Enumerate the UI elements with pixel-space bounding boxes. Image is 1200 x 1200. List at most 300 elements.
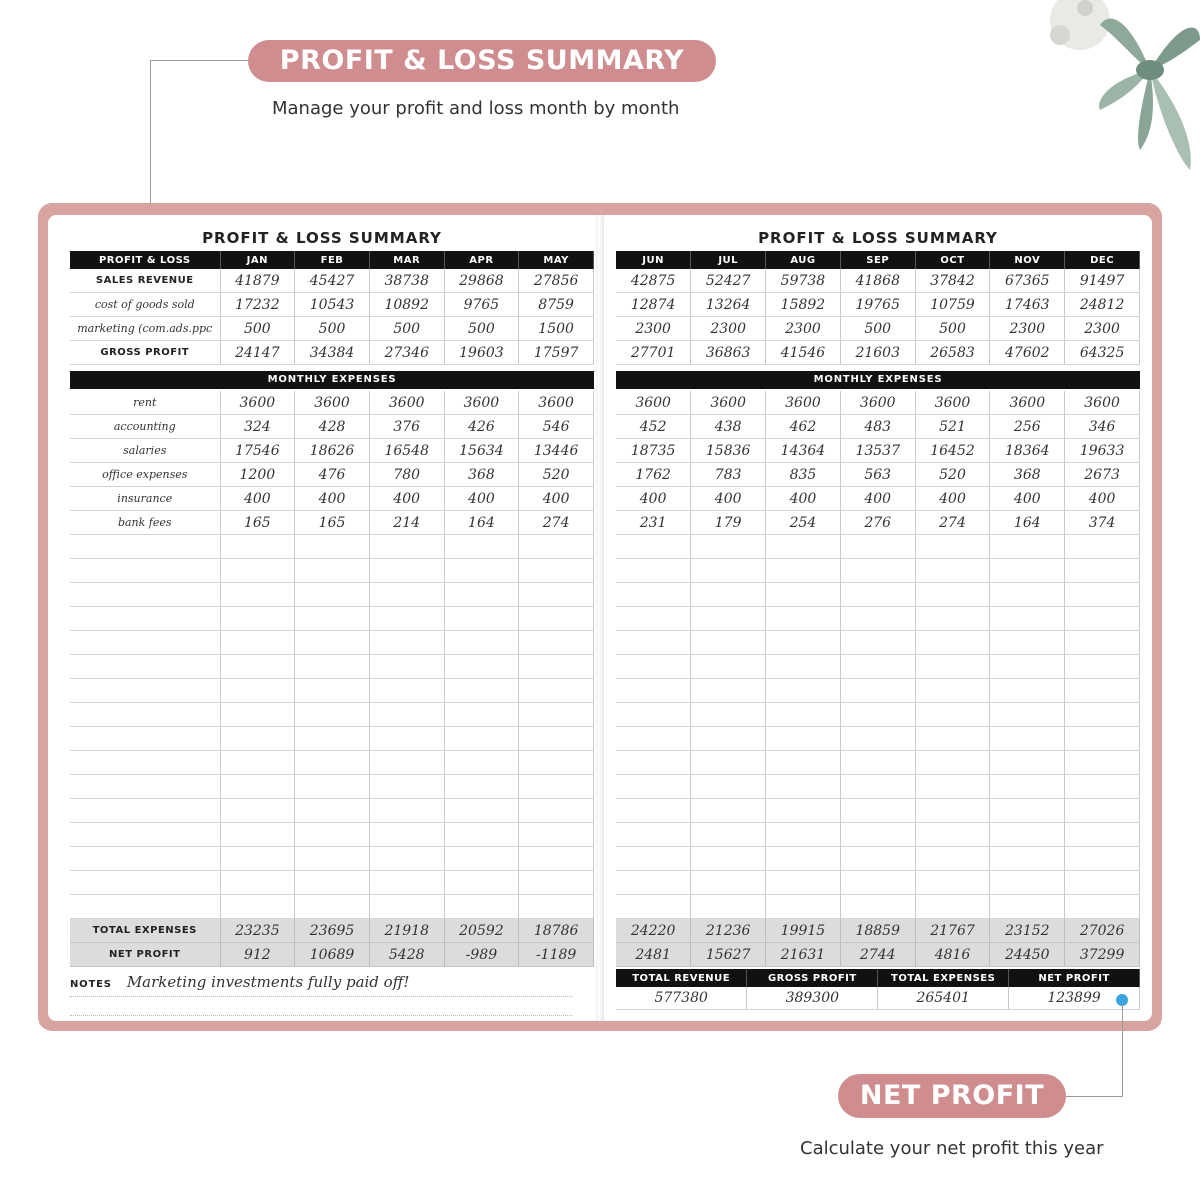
value-cell[interactable]: 16548 — [369, 439, 444, 463]
row-label[interactable]: marketing (com.ads.ppc — [70, 317, 220, 341]
empty-cell[interactable] — [990, 631, 1065, 655]
empty-cell[interactable] — [616, 823, 691, 847]
value-cell[interactable]: 3600 — [519, 391, 594, 415]
empty-cell[interactable] — [70, 535, 220, 559]
empty-cell[interactable] — [691, 847, 766, 871]
value-cell[interactable]: 17597 — [519, 341, 594, 365]
value-cell[interactable]: 18859 — [840, 919, 915, 943]
empty-cell[interactable] — [766, 631, 841, 655]
value-cell[interactable]: 17463 — [990, 293, 1065, 317]
empty-cell[interactable] — [220, 871, 295, 895]
empty-cell[interactable] — [369, 895, 444, 919]
value-cell[interactable]: 5428 — [369, 943, 444, 967]
empty-cell[interactable] — [990, 799, 1065, 823]
empty-cell[interactable] — [915, 703, 990, 727]
empty-cell[interactable] — [295, 799, 370, 823]
value-cell[interactable]: 27856 — [519, 269, 594, 293]
empty-cell[interactable] — [990, 895, 1065, 919]
value-cell[interactable]: 15634 — [444, 439, 519, 463]
value-cell[interactable]: 214 — [369, 511, 444, 535]
empty-cell[interactable] — [840, 799, 915, 823]
empty-cell[interactable] — [295, 751, 370, 775]
value-cell[interactable]: 15627 — [691, 943, 766, 967]
empty-cell[interactable] — [519, 895, 594, 919]
empty-cell[interactable] — [691, 799, 766, 823]
empty-cell[interactable] — [369, 559, 444, 583]
value-cell[interactable]: 2300 — [616, 317, 691, 341]
empty-cell[interactable] — [990, 703, 1065, 727]
empty-cell[interactable] — [295, 559, 370, 583]
value-cell[interactable]: 520 — [915, 463, 990, 487]
value-cell[interactable]: 2673 — [1065, 463, 1140, 487]
value-cell[interactable]: 20592 — [444, 919, 519, 943]
empty-cell[interactable] — [444, 655, 519, 679]
value-cell[interactable]: 368 — [444, 463, 519, 487]
empty-cell[interactable] — [691, 679, 766, 703]
value-cell[interactable]: 1500 — [519, 317, 594, 341]
value-cell[interactable]: 274 — [915, 511, 990, 535]
empty-cell[interactable] — [691, 727, 766, 751]
value-cell[interactable]: 10689 — [295, 943, 370, 967]
empty-cell[interactable] — [915, 775, 990, 799]
value-cell[interactable]: 165 — [295, 511, 370, 535]
value-cell[interactable]: 521 — [915, 415, 990, 439]
empty-cell[interactable] — [990, 559, 1065, 583]
value-cell[interactable]: 14364 — [766, 439, 841, 463]
empty-cell[interactable] — [369, 631, 444, 655]
empty-cell[interactable] — [840, 703, 915, 727]
empty-cell[interactable] — [220, 895, 295, 919]
empty-cell[interactable] — [519, 559, 594, 583]
empty-cell[interactable] — [1065, 727, 1140, 751]
empty-cell[interactable] — [990, 607, 1065, 631]
empty-cell[interactable] — [1065, 655, 1140, 679]
empty-cell[interactable] — [519, 655, 594, 679]
row-label[interactable]: cost of goods sold — [70, 293, 220, 317]
value-cell[interactable]: 10543 — [295, 293, 370, 317]
empty-cell[interactable] — [616, 775, 691, 799]
empty-cell[interactable] — [70, 727, 220, 751]
empty-cell[interactable] — [369, 655, 444, 679]
value-cell[interactable]: 10759 — [915, 293, 990, 317]
empty-cell[interactable] — [616, 583, 691, 607]
empty-cell[interactable] — [519, 535, 594, 559]
empty-cell[interactable] — [295, 775, 370, 799]
empty-cell[interactable] — [840, 871, 915, 895]
empty-cell[interactable] — [70, 631, 220, 655]
empty-cell[interactable] — [70, 823, 220, 847]
empty-cell[interactable] — [990, 727, 1065, 751]
empty-cell[interactable] — [616, 535, 691, 559]
empty-cell[interactable] — [1065, 559, 1140, 583]
empty-cell[interactable] — [691, 823, 766, 847]
empty-cell[interactable] — [766, 799, 841, 823]
value-cell[interactable]: 324 — [220, 415, 295, 439]
empty-cell[interactable] — [519, 775, 594, 799]
empty-cell[interactable] — [70, 607, 220, 631]
value-cell[interactable]: 13264 — [691, 293, 766, 317]
empty-cell[interactable] — [840, 583, 915, 607]
empty-cell[interactable] — [519, 607, 594, 631]
empty-cell[interactable] — [766, 895, 841, 919]
value-cell[interactable]: 18626 — [295, 439, 370, 463]
value-cell[interactable]: 21603 — [840, 341, 915, 365]
empty-cell[interactable] — [915, 631, 990, 655]
value-cell[interactable]: 3600 — [691, 391, 766, 415]
empty-cell[interactable] — [70, 559, 220, 583]
value-cell[interactable]: 34384 — [295, 341, 370, 365]
row-label[interactable]: accounting — [70, 415, 220, 439]
value-cell[interactable]: 3600 — [1065, 391, 1140, 415]
value-cell[interactable]: 45427 — [295, 269, 370, 293]
value-cell[interactable]: 400 — [990, 487, 1065, 511]
value-cell[interactable]: 2481 — [616, 943, 691, 967]
value-cell[interactable]: 18735 — [616, 439, 691, 463]
value-cell[interactable]: 47602 — [990, 341, 1065, 365]
value-cell[interactable]: 2300 — [691, 317, 766, 341]
empty-cell[interactable] — [70, 751, 220, 775]
value-cell[interactable]: 500 — [444, 317, 519, 341]
empty-cell[interactable] — [444, 631, 519, 655]
empty-cell[interactable] — [990, 655, 1065, 679]
empty-cell[interactable] — [519, 631, 594, 655]
empty-cell[interactable] — [444, 799, 519, 823]
empty-cell[interactable] — [70, 655, 220, 679]
value-cell[interactable]: 21631 — [766, 943, 841, 967]
value-cell[interactable]: 13537 — [840, 439, 915, 463]
empty-cell[interactable] — [369, 871, 444, 895]
empty-cell[interactable] — [519, 799, 594, 823]
value-cell[interactable]: 41879 — [220, 269, 295, 293]
value-cell[interactable]: 19765 — [840, 293, 915, 317]
value-cell[interactable]: 3600 — [444, 391, 519, 415]
empty-cell[interactable] — [519, 871, 594, 895]
value-cell[interactable]: 17546 — [220, 439, 295, 463]
empty-cell[interactable] — [519, 727, 594, 751]
value-cell[interactable]: 19915 — [766, 919, 841, 943]
empty-cell[interactable] — [369, 607, 444, 631]
value-cell[interactable]: 780 — [369, 463, 444, 487]
empty-cell[interactable] — [444, 679, 519, 703]
value-cell[interactable]: 368 — [990, 463, 1065, 487]
empty-cell[interactable] — [1065, 775, 1140, 799]
value-cell[interactable]: 483 — [840, 415, 915, 439]
empty-cell[interactable] — [840, 679, 915, 703]
empty-cell[interactable] — [369, 583, 444, 607]
empty-cell[interactable] — [691, 775, 766, 799]
empty-cell[interactable] — [220, 631, 295, 655]
empty-cell[interactable] — [444, 607, 519, 631]
value-cell[interactable]: -989 — [444, 943, 519, 967]
empty-cell[interactable] — [70, 871, 220, 895]
empty-cell[interactable] — [990, 583, 1065, 607]
empty-cell[interactable] — [691, 607, 766, 631]
empty-cell[interactable] — [295, 631, 370, 655]
empty-cell[interactable] — [70, 799, 220, 823]
empty-cell[interactable] — [691, 583, 766, 607]
row-label[interactable]: insurance — [70, 487, 220, 511]
empty-cell[interactable] — [915, 823, 990, 847]
value-cell[interactable]: 438 — [691, 415, 766, 439]
value-cell[interactable]: 256 — [990, 415, 1065, 439]
value-cell[interactable]: 3600 — [766, 391, 841, 415]
empty-cell[interactable] — [1065, 847, 1140, 871]
value-cell[interactable]: 41546 — [766, 341, 841, 365]
value-cell[interactable]: 400 — [1065, 487, 1140, 511]
value-cell[interactable]: 37842 — [915, 269, 990, 293]
empty-cell[interactable] — [766, 775, 841, 799]
empty-cell[interactable] — [295, 583, 370, 607]
value-cell[interactable]: 8759 — [519, 293, 594, 317]
empty-cell[interactable] — [691, 703, 766, 727]
value-cell[interactable]: 164 — [990, 511, 1065, 535]
value-cell[interactable]: 346 — [1065, 415, 1140, 439]
empty-cell[interactable] — [691, 895, 766, 919]
value-cell[interactable]: 19633 — [1065, 439, 1140, 463]
value-cell[interactable]: 500 — [220, 317, 295, 341]
empty-cell[interactable] — [1065, 799, 1140, 823]
total-revenue-value[interactable]: 577380 — [616, 987, 747, 1010]
value-cell[interactable]: 231 — [616, 511, 691, 535]
value-cell[interactable]: 164 — [444, 511, 519, 535]
value-cell[interactable]: 400 — [519, 487, 594, 511]
empty-cell[interactable] — [519, 703, 594, 727]
empty-cell[interactable] — [444, 751, 519, 775]
empty-cell[interactable] — [444, 583, 519, 607]
value-cell[interactable]: 3600 — [616, 391, 691, 415]
empty-cell[interactable] — [444, 871, 519, 895]
empty-cell[interactable] — [220, 583, 295, 607]
value-cell[interactable]: 462 — [766, 415, 841, 439]
empty-cell[interactable] — [369, 799, 444, 823]
empty-cell[interactable] — [766, 703, 841, 727]
value-cell[interactable]: 42875 — [616, 269, 691, 293]
empty-cell[interactable] — [840, 559, 915, 583]
empty-cell[interactable] — [70, 703, 220, 727]
value-cell[interactable]: 400 — [915, 487, 990, 511]
value-cell[interactable]: 3600 — [220, 391, 295, 415]
value-cell[interactable]: 18364 — [990, 439, 1065, 463]
value-cell[interactable]: 500 — [295, 317, 370, 341]
empty-cell[interactable] — [220, 799, 295, 823]
value-cell[interactable]: 59738 — [766, 269, 841, 293]
empty-cell[interactable] — [220, 679, 295, 703]
value-cell[interactable]: 2744 — [840, 943, 915, 967]
value-cell[interactable]: 165 — [220, 511, 295, 535]
empty-cell[interactable] — [840, 775, 915, 799]
value-cell[interactable]: 3600 — [840, 391, 915, 415]
value-cell[interactable]: 21918 — [369, 919, 444, 943]
value-cell[interactable]: 9765 — [444, 293, 519, 317]
value-cell[interactable]: 3600 — [295, 391, 370, 415]
empty-cell[interactable] — [915, 583, 990, 607]
empty-cell[interactable] — [766, 583, 841, 607]
empty-cell[interactable] — [915, 559, 990, 583]
empty-cell[interactable] — [766, 607, 841, 631]
value-cell[interactable]: 426 — [444, 415, 519, 439]
net-profit-value[interactable]: 123899 — [1009, 987, 1140, 1010]
empty-cell[interactable] — [616, 799, 691, 823]
value-cell[interactable]: 16452 — [915, 439, 990, 463]
empty-cell[interactable] — [616, 895, 691, 919]
value-cell[interactable]: 374 — [1065, 511, 1140, 535]
empty-cell[interactable] — [766, 751, 841, 775]
value-cell[interactable]: 254 — [766, 511, 841, 535]
empty-cell[interactable] — [1065, 631, 1140, 655]
empty-cell[interactable] — [840, 727, 915, 751]
value-cell[interactable]: 23695 — [295, 919, 370, 943]
empty-cell[interactable] — [369, 727, 444, 751]
value-cell[interactable]: 37299 — [1065, 943, 1140, 967]
value-cell[interactable]: 12874 — [616, 293, 691, 317]
empty-cell[interactable] — [766, 847, 841, 871]
value-cell[interactable]: 912 — [220, 943, 295, 967]
value-cell[interactable]: 563 — [840, 463, 915, 487]
value-cell[interactable]: 452 — [616, 415, 691, 439]
empty-cell[interactable] — [220, 823, 295, 847]
empty-cell[interactable] — [519, 583, 594, 607]
value-cell[interactable]: 15836 — [691, 439, 766, 463]
empty-cell[interactable] — [295, 679, 370, 703]
empty-cell[interactable] — [990, 847, 1065, 871]
empty-cell[interactable] — [840, 751, 915, 775]
value-cell[interactable]: 835 — [766, 463, 841, 487]
value-cell[interactable]: 4816 — [915, 943, 990, 967]
value-cell[interactable]: 3600 — [915, 391, 990, 415]
empty-cell[interactable] — [444, 535, 519, 559]
empty-cell[interactable] — [840, 895, 915, 919]
empty-cell[interactable] — [1065, 607, 1140, 631]
empty-cell[interactable] — [616, 847, 691, 871]
empty-cell[interactable] — [369, 823, 444, 847]
empty-cell[interactable] — [295, 847, 370, 871]
empty-cell[interactable] — [840, 535, 915, 559]
empty-cell[interactable] — [369, 775, 444, 799]
empty-cell[interactable] — [616, 655, 691, 679]
empty-cell[interactable] — [295, 535, 370, 559]
empty-cell[interactable] — [70, 847, 220, 871]
empty-cell[interactable] — [990, 823, 1065, 847]
value-cell[interactable]: 36863 — [691, 341, 766, 365]
empty-cell[interactable] — [691, 655, 766, 679]
empty-cell[interactable] — [70, 583, 220, 607]
empty-cell[interactable] — [766, 679, 841, 703]
value-cell[interactable]: 783 — [691, 463, 766, 487]
empty-cell[interactable] — [915, 847, 990, 871]
empty-cell[interactable] — [220, 727, 295, 751]
empty-cell[interactable] — [691, 631, 766, 655]
value-cell[interactable]: 21767 — [915, 919, 990, 943]
empty-cell[interactable] — [444, 727, 519, 751]
value-cell[interactable]: 400 — [220, 487, 295, 511]
value-cell[interactable]: 24450 — [990, 943, 1065, 967]
empty-cell[interactable] — [1065, 679, 1140, 703]
row-label[interactable]: office expenses — [70, 463, 220, 487]
value-cell[interactable]: 23235 — [220, 919, 295, 943]
empty-cell[interactable] — [616, 607, 691, 631]
empty-cell[interactable] — [616, 703, 691, 727]
empty-cell[interactable] — [840, 631, 915, 655]
value-cell[interactable]: 19603 — [444, 341, 519, 365]
value-cell[interactable]: 41868 — [840, 269, 915, 293]
empty-cell[interactable] — [519, 679, 594, 703]
empty-cell[interactable] — [295, 871, 370, 895]
empty-cell[interactable] — [1065, 823, 1140, 847]
empty-cell[interactable] — [1065, 871, 1140, 895]
value-cell[interactable]: 500 — [915, 317, 990, 341]
value-cell[interactable]: 3600 — [369, 391, 444, 415]
empty-cell[interactable] — [220, 607, 295, 631]
total-expenses-value[interactable]: 265401 — [878, 987, 1009, 1010]
value-cell[interactable]: -1189 — [519, 943, 594, 967]
value-cell[interactable]: 400 — [295, 487, 370, 511]
empty-cell[interactable] — [369, 535, 444, 559]
empty-cell[interactable] — [220, 775, 295, 799]
empty-cell[interactable] — [915, 679, 990, 703]
empty-cell[interactable] — [369, 847, 444, 871]
value-cell[interactable]: 10892 — [369, 293, 444, 317]
empty-cell[interactable] — [1065, 535, 1140, 559]
empty-cell[interactable] — [616, 559, 691, 583]
empty-cell[interactable] — [990, 751, 1065, 775]
empty-cell[interactable] — [369, 679, 444, 703]
value-cell[interactable]: 500 — [369, 317, 444, 341]
value-cell[interactable]: 400 — [369, 487, 444, 511]
empty-cell[interactable] — [70, 895, 220, 919]
row-label[interactable]: rent — [70, 391, 220, 415]
value-cell[interactable]: 400 — [691, 487, 766, 511]
empty-cell[interactable] — [519, 751, 594, 775]
empty-cell[interactable] — [990, 775, 1065, 799]
empty-cell[interactable] — [691, 871, 766, 895]
empty-cell[interactable] — [766, 559, 841, 583]
empty-cell[interactable] — [220, 655, 295, 679]
value-cell[interactable]: 1762 — [616, 463, 691, 487]
value-cell[interactable]: 27346 — [369, 341, 444, 365]
empty-cell[interactable] — [519, 847, 594, 871]
value-cell[interactable]: 52427 — [691, 269, 766, 293]
value-cell[interactable]: 400 — [840, 487, 915, 511]
value-cell[interactable]: 17232 — [220, 293, 295, 317]
value-cell[interactable]: 400 — [616, 487, 691, 511]
value-cell[interactable]: 27026 — [1065, 919, 1140, 943]
empty-cell[interactable] — [369, 703, 444, 727]
empty-cell[interactable] — [915, 655, 990, 679]
value-cell[interactable]: 23152 — [990, 919, 1065, 943]
empty-cell[interactable] — [295, 703, 370, 727]
empty-cell[interactable] — [616, 727, 691, 751]
value-cell[interactable]: 91497 — [1065, 269, 1140, 293]
empty-cell[interactable] — [840, 655, 915, 679]
notes-text[interactable]: Marketing investments fully paid off! — [126, 973, 410, 991]
value-cell[interactable]: 546 — [519, 415, 594, 439]
empty-cell[interactable] — [295, 727, 370, 751]
value-cell[interactable]: 2300 — [1065, 317, 1140, 341]
empty-cell[interactable] — [70, 775, 220, 799]
empty-cell[interactable] — [990, 871, 1065, 895]
empty-cell[interactable] — [915, 535, 990, 559]
empty-cell[interactable] — [990, 679, 1065, 703]
row-label[interactable]: salaries — [70, 439, 220, 463]
value-cell[interactable]: 24812 — [1065, 293, 1140, 317]
value-cell[interactable]: 27701 — [616, 341, 691, 365]
empty-cell[interactable] — [840, 607, 915, 631]
empty-cell[interactable] — [915, 751, 990, 775]
empty-cell[interactable] — [70, 679, 220, 703]
value-cell[interactable]: 29868 — [444, 269, 519, 293]
empty-cell[interactable] — [295, 655, 370, 679]
empty-cell[interactable] — [519, 823, 594, 847]
